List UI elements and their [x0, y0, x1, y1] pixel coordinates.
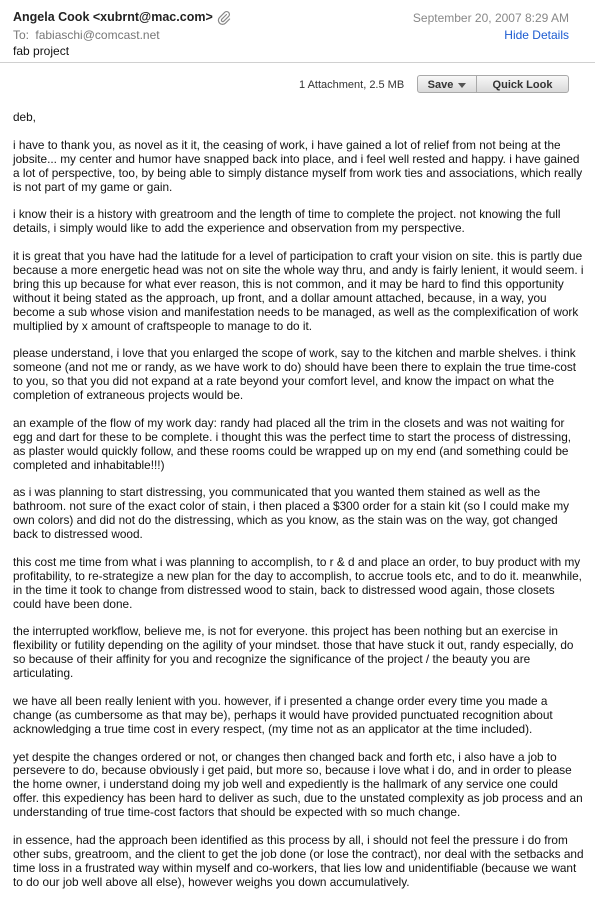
paragraph: an example of the flow of my work day: randy had placed all the trim in the closets and was not waiting for egg and dart for these to be complete. i thought this was the perfect time to start the process of distressing, as plaster would quickly follow, and these rooms could be wrapped up on my end (and something could be completed and inhabitable!!!) — [13, 415, 572, 472]
recipient-address[interactable]: fabiaschi@comcast.net — [35, 28, 160, 42]
paperclip-icon — [217, 10, 231, 26]
paragraph: the interrupted workflow, believe me, is not for everyone. this project has been nothing but an exercise in flexibility or futility depending on the agility of your mindset. those that have stuck it out, randy especially, do so because of their affinity for you and recognize the significance of the project / the beauty you are articulating. — [13, 624, 574, 681]
attachment-info: 1 Attachment, 2.5 MB — [299, 79, 405, 91]
message-body — [13, 111, 585, 903]
to-label: To: — [13, 28, 30, 42]
save-button[interactable] — [417, 75, 477, 93]
paragraph: i have to thank you, as novel as it it, the ceasing of work, i have gained a lot of relief from not being at the jobsite... my center and humor have snapped back into place, and i feel well rested and happy. i have gained a lot of perspective, too, by being able to simply distance myself from work ties and associations, which really is not part of my game or gain. — [13, 137, 583, 194]
quick-look-button[interactable]: Quick Look — [476, 75, 569, 93]
chevron-down-icon — [458, 83, 466, 88]
sender-name[interactable]: Angela Cook <xubrnt@mac.com> — [13, 10, 213, 24]
paragraph: yet despite the changes ordered or not, or changes then changed back and forth etc, i also have a job to persevere to do, because obviously i get paid, but more so, because i love what i do, and in order to please the home owner, i understand doing my job well and expediently is the hallmark of any service one could offer. this expediency has been hard to deliver as such, due to the unstated complexity as job process and an understanding of true time-cost factors that should be expected with so much change. — [13, 749, 583, 820]
paragraph: please understand, i love that you enlarged the scope of work, say to the kitchen and marble shelves. i think someone (and not me or randy, as we have work to do) should have been there to explain the true time-cost to you, so that you did not expand at a rate beyond your comfort level, and know the impact on what the completion of extraneous projects would be. — [13, 346, 577, 403]
attachment-bar — [0, 74, 595, 94]
paragraph: as i was planning to start distressing, you communicated that you wanted them stained as well as the bathroom. not sure of the exact color of stain, i then placed a $300 order for a stain kit (so I could make my own colors) and did not do the distressing, which as you know, as the stain was on the way, got changed back to distressed wood. — [13, 485, 570, 542]
hide-details-link[interactable]: Hide Details — [504, 28, 569, 42]
greeting: deb, — [13, 110, 36, 124]
recipient-line — [13, 28, 160, 42]
paragraph: we have all been really lenient with you. however, if i presented a change order every time you made a change (as cumbersome as that may be), perhaps it would have provided punctuated recognition about acknowledging a true time cost in every respect, (my time not as an applicator at the time included). — [13, 693, 553, 736]
message-date: September 20, 2007 8:29 AM — [412, 11, 569, 25]
paragraph: this cost me time from what i was planning to accomplish, to r & d and place an order, to buy product with my profitability, to re-strategize a new plan for the day to accomplish, to accrue tools etc, and to do it. meanwhile, in the time it took to change from distressed wood to stain, back to distressed wood again, those closets could have been done. — [13, 554, 582, 611]
message-header — [0, 0, 595, 63]
save-button-label: Save — [427, 79, 454, 91]
paragraph: it is great that you have had the latitude for a level of participation to craft your vision on site. this is partly due because a more energetic head was not on site the whole way thru, and andy is fairly lenient, it would seem. i bring this up because for what ever reason, this is not common, and it may be hard to find this opportunity without it being stated as the approach, up front, and a dollar amount attached, because, in a way, you become a sub whose vision and manifestation needs to be managed, as well as the complexification of work multiplied by x amount of craftspeople to manage to do it. — [13, 249, 584, 333]
message-subject: fab project — [13, 44, 70, 58]
paragraph: in essence, had the approach been identified as this process by all, i should not feel the pressure i do from other subs, greatroom, and the client to get the job done (or lose the contract), nor deal with the setbacks and time loss in a frustrated way within myself and co-workers, that lies low and unidentifiable (because we want to do our job well above all else), however weighs you down accumulatively. — [13, 832, 584, 889]
paragraph: i know their is a history with greatroom and the length of time to complete the project. not knowing the full details, i simply would like to add the experience and observation from my perspective. — [13, 207, 561, 236]
